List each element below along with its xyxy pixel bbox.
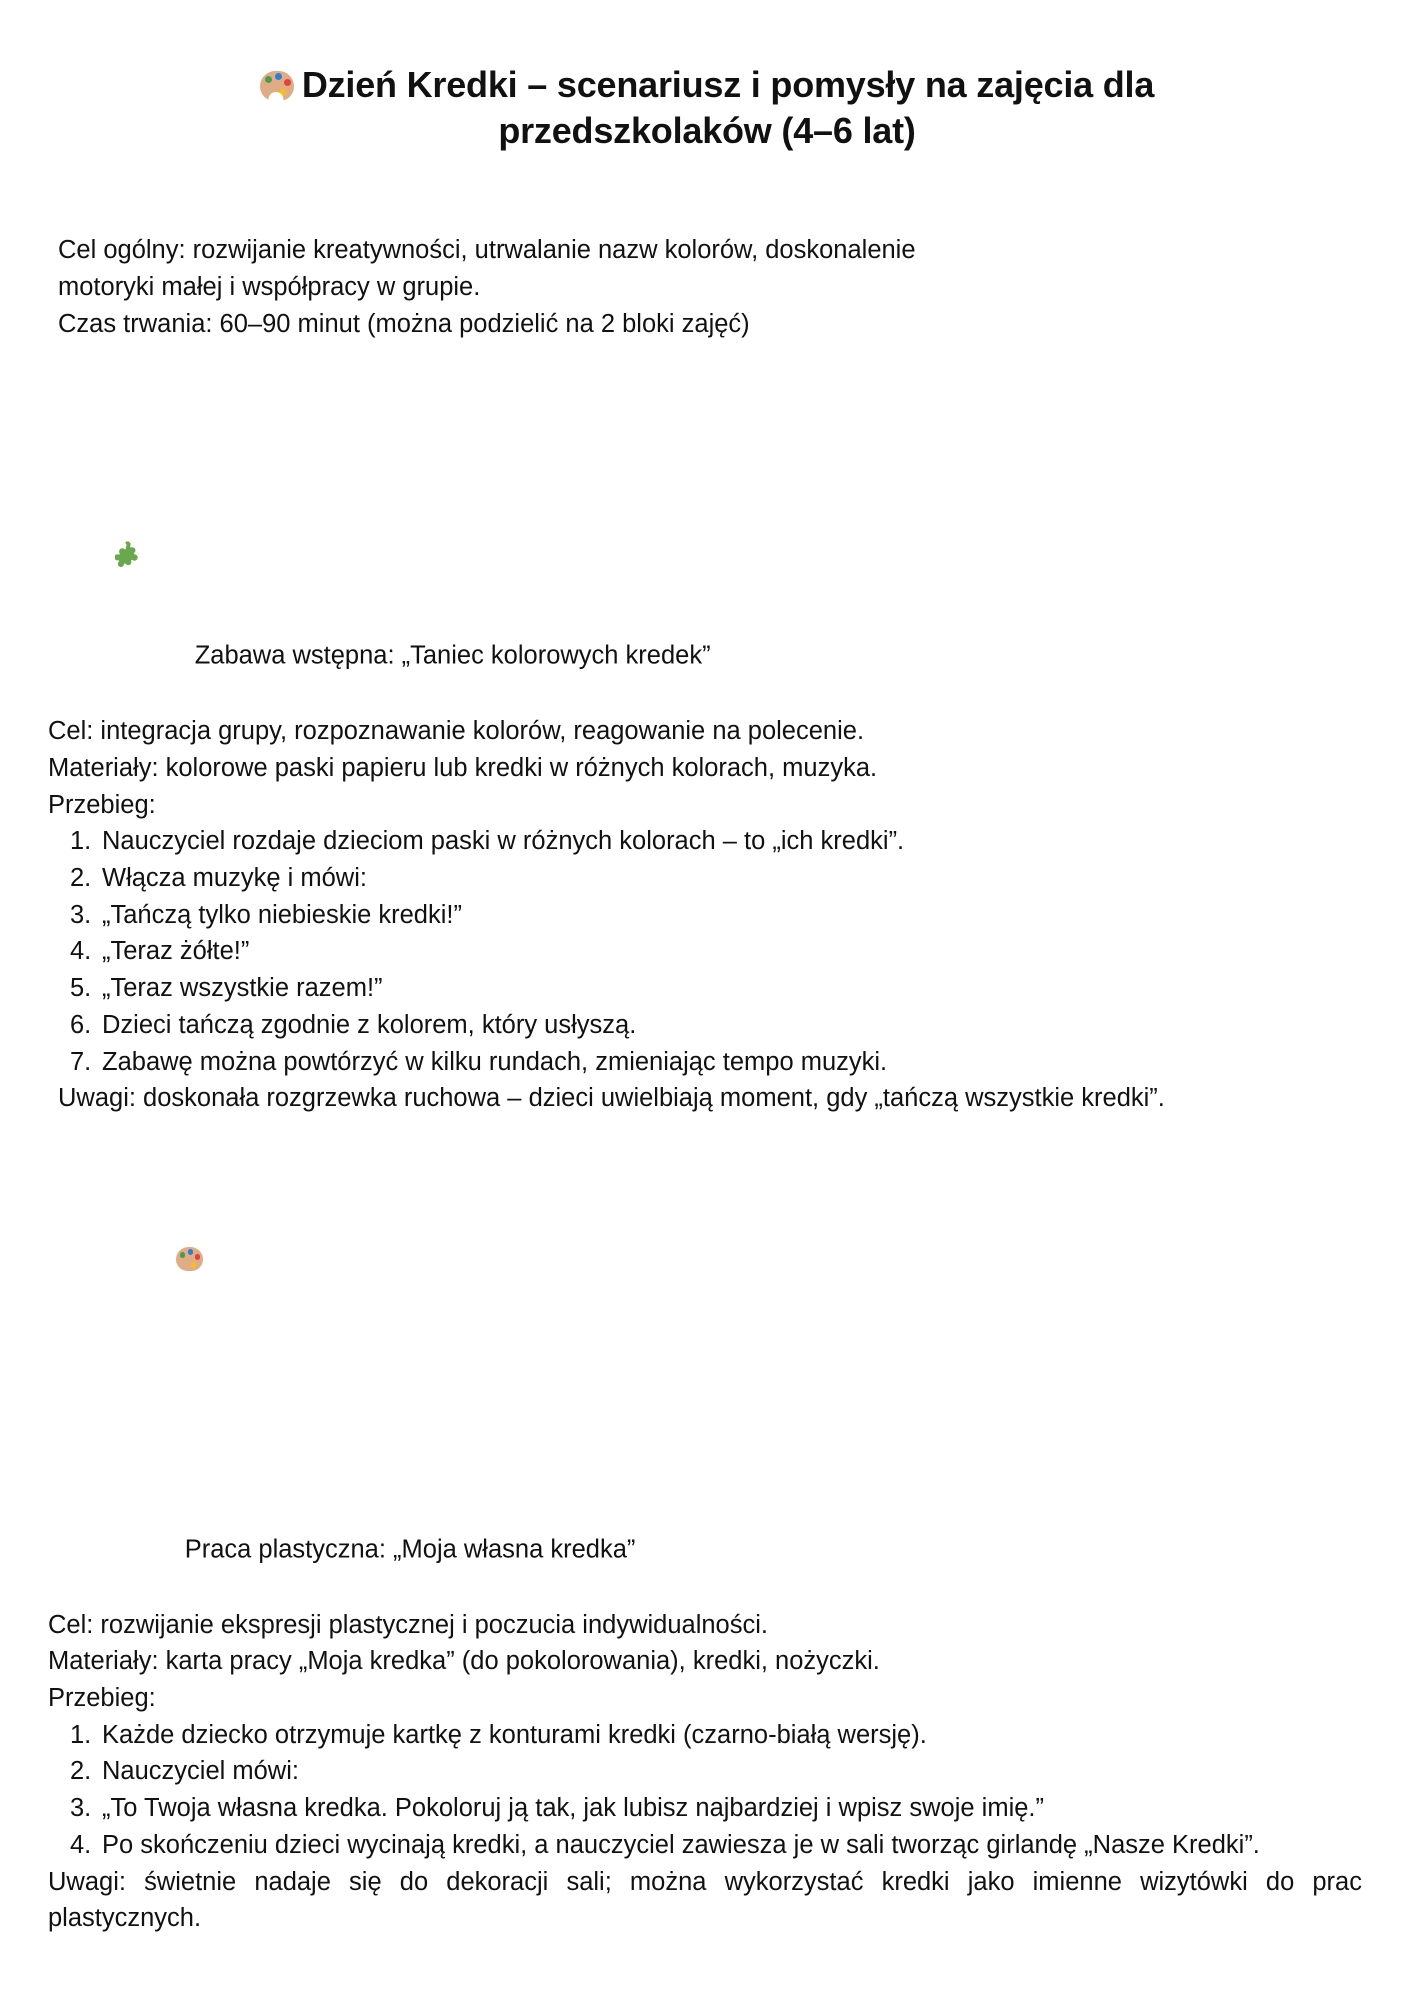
palette-dot-blue <box>275 73 282 80</box>
section-2-goal: Cel: rozwijanie ekspresji plastycznej i poczucia indywidualności. <box>48 1610 768 1639</box>
step-number: 5. <box>70 974 92 1003</box>
step-text: Każde dziecko otrzymuje kartkę z konturami kredki (czarno-białą wersję). <box>102 1720 927 1749</box>
list-item <box>48 1717 1366 1754</box>
page-title <box>0 0 1414 154</box>
step-text: Zabawę można powtórzyć w kilku rundach, zmieniając tempo muzyki. <box>102 1047 888 1076</box>
step-text: Włącza muzykę i mówi: <box>102 863 367 892</box>
palette-icon <box>260 69 294 103</box>
intro-goal-line-1: Cel ogólny: rozwijanie kreatywności, utrwalanie nazw kolorów, doskonalenie <box>58 236 916 265</box>
list-item <box>48 970 1366 1007</box>
list-item <box>48 823 1366 860</box>
intro-goal-line-2: motoryki małej i współpracy w grupie. <box>58 272 481 301</box>
step-number: 2. <box>70 863 92 892</box>
section-praca-plastyczna <box>48 1169 1366 1937</box>
palette-thumb-hole <box>181 1521 195 1532</box>
section-2-steps <box>48 1717 1366 1864</box>
list-item <box>48 1044 1366 1081</box>
section-2-heading <box>48 1169 1366 1605</box>
list-item <box>48 1790 1366 1827</box>
step-number: 2. <box>70 1757 92 1786</box>
section-1-procedure-label: Przebieg: <box>48 790 156 819</box>
palette-dot-green <box>180 1252 186 1258</box>
step-text: „Teraz wszystkie razem!” <box>102 974 383 1003</box>
page-title-line-1: Dzień Kredki – scenariusz i pomysły na zajęcia dla <box>301 64 1155 105</box>
palette-dot-red <box>195 1254 201 1260</box>
step-number: 7. <box>70 1047 92 1076</box>
palette-dot-red <box>284 79 291 86</box>
step-text: Dzieci tańczą zgodnie z kolorem, który usłyszą. <box>102 1010 637 1039</box>
section-1-body <box>48 713 1366 823</box>
palette-dot-yellow <box>191 1262 197 1268</box>
section-1-heading <box>48 394 1366 711</box>
step-number: 1. <box>70 1720 92 1749</box>
section-2-materials: Materiały: karta pracy „Moja kredka” (do pokolorowania), kredki, nożyczki. <box>48 1647 880 1676</box>
step-text: Po skończeniu dzieci wycinają kredki, a nauczyciel zawiesza je w sali tworząc girlandę „Nasze Kredki”. <box>102 1830 1260 1859</box>
step-text: „Tańczą tylko niebieskie kredki!” <box>102 900 462 929</box>
section-2-procedure-label: Przebieg: <box>48 1684 156 1713</box>
section-1-note: Uwagi: doskonała rozgrzewka ruchowa – dzieci uwielbiają moment, gdy „tańczą wszystkie kredki”. <box>58 1084 1165 1113</box>
section-zabawa-wstepna <box>48 394 1366 1117</box>
intro-block <box>48 232 1366 342</box>
list-item <box>48 1007 1366 1044</box>
step-number: 3. <box>70 900 92 929</box>
intro-duration-line: Czas trwania: 60–90 minut (można podzielić na 2 bloki zajęć) <box>58 309 750 338</box>
list-item <box>48 1753 1366 1790</box>
page-title-line-2: przedszkolaków (4–6 lat) <box>498 110 916 152</box>
section-2-note: Uwagi: świetnie nadaje się do dekoracji sali; można wykorzystać kredki jako imienne wizytówki do prac plastycznych. <box>48 1867 1362 1933</box>
list-item <box>48 897 1366 934</box>
section-1-heading-text: Zabawa wstępna: „Taniec kolorowych kredek” <box>194 641 711 670</box>
palette-icon <box>105 1206 131 1234</box>
section-2-heading-text: Praca plastyczna: „Moja własna kredka” <box>184 1535 636 1564</box>
step-text: Nauczyciel mówi: <box>102 1757 299 1786</box>
section-1-goal: Cel: integracja grupy, rozpoznawanie kolorów, reagowanie na polecenie. <box>48 717 865 746</box>
list-item <box>48 1827 1366 1864</box>
step-number: 4. <box>70 1830 92 1859</box>
step-text: „To Twoja własna kredka. Pokoloruj ją tak, jak lubisz najbardziej i wpisz swoje imię.” <box>102 1794 1045 1823</box>
step-number: 6. <box>70 1010 92 1039</box>
palette-dot-green <box>265 76 272 83</box>
section-1-materials: Materiały: kolorowe paski papieru lub kredki w różnych kolorach, muzyka. <box>48 753 878 782</box>
step-text: Nauczyciel rozdaje dzieciom paski w różnych kolorach – to „ich kredki”. <box>102 827 905 856</box>
puzzle-piece-shape <box>115 508 200 637</box>
step-number: 1. <box>70 827 92 856</box>
step-number: 4. <box>70 937 92 966</box>
list-item <box>48 933 1366 970</box>
document-content <box>0 232 1414 1937</box>
list-item <box>48 860 1366 897</box>
section-2-body <box>48 1607 1366 1717</box>
step-number: 3. <box>70 1794 92 1823</box>
step-text: „Teraz żółte!” <box>102 937 250 966</box>
palette-dot-blue <box>188 1249 194 1255</box>
section-1-steps <box>48 823 1366 1080</box>
puzzle-piece-icon <box>115 431 141 459</box>
palette-shape <box>105 1283 190 1531</box>
